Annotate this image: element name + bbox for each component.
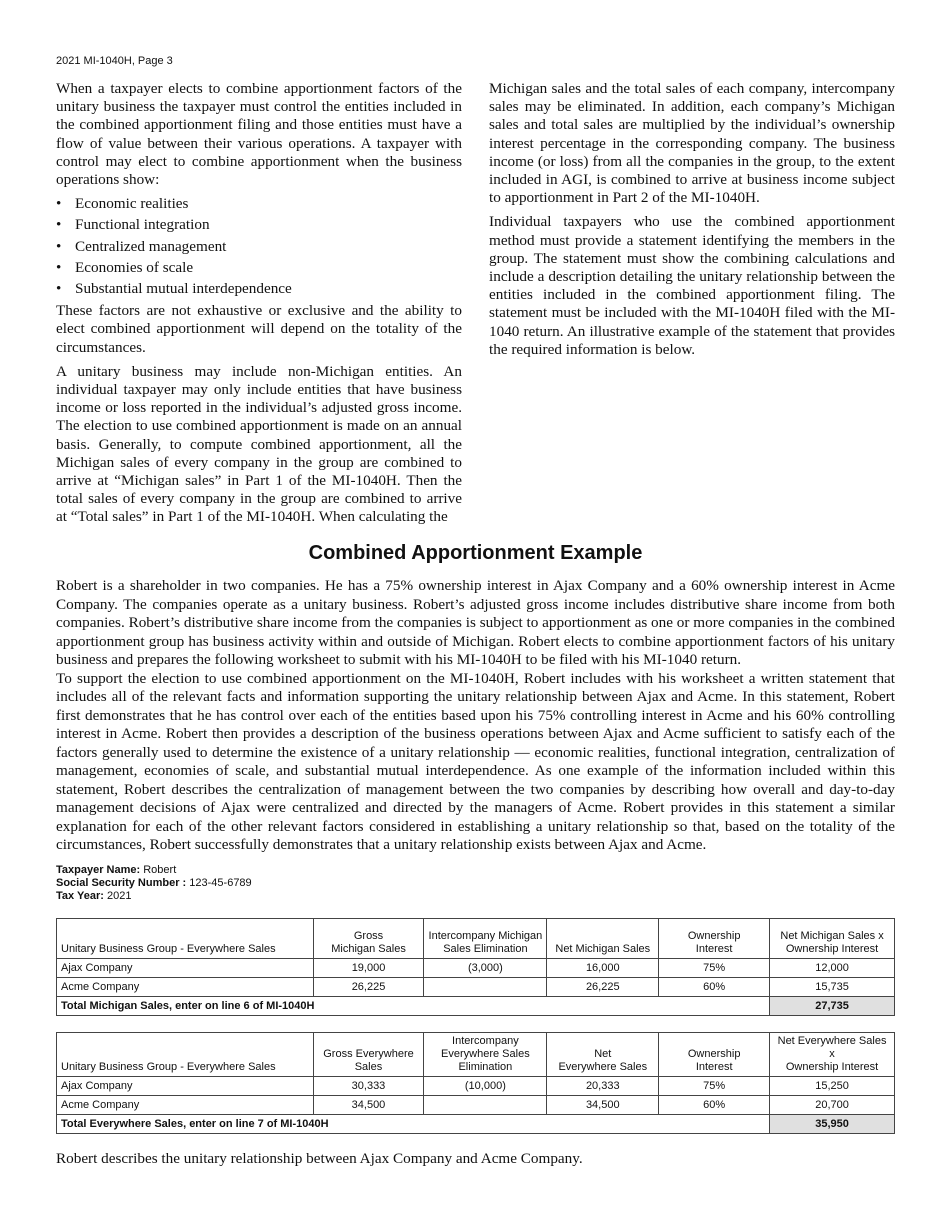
factor-item: • Centralized management	[56, 237, 227, 255]
bullet-icon: •	[56, 280, 62, 298]
factor-item: • Substantial mutual interdependence	[56, 280, 292, 298]
everywhere-sales-table	[56, 1032, 895, 1134]
left-column	[56, 80, 462, 533]
column-header: Intercompany Everywhere Sales Elimination	[424, 1033, 547, 1077]
total-row	[57, 1115, 895, 1134]
example-para-2: To support the election to use combined apportionment on the MI-1040H, Robert includes with his worksheet a written statement that includes all of the relevant facts and information supporting the unitary relationship between Ajax and Acme. In this statement, Robert first demonstrates that he has control over each of the entities based upon his 75% controlling interest in Acme and his 60% controlling interest in Acme. Robert then provides a description of the business operations between Ajax and Acme sufficient to satisfy each of the factors generally used to determine the existence of a unitary relationship — economic realities, functional integration, centralization of management, economies of scale, and substantial mutual interdependence. As one example of the information included within this statement, Robert describes the centralization of management between the two companies by describing how overall and day-to-day management decisions of Ajax were centralized and directed by the managers of Acme. Robert provides in this statement a similar explanation for each of the other relevant factors considered in establishing a unitary relationship so that, based on the totality of the circumstances, Robert successfully demonstrates that a unitary relationship exists between Ajax and Acme.	[56, 669, 895, 853]
table-row: Acme Company 34,500 34,500 60% 20,700	[57, 1096, 895, 1115]
column-header: Net Michigan Sales	[547, 919, 659, 959]
table-row: Ajax Company 30,333 (10,000) 20,333 75% 15,250	[57, 1077, 895, 1096]
bullet-icon: •	[56, 258, 62, 276]
intro-columns	[56, 80, 895, 533]
factor-item: • Economic realities	[56, 195, 189, 213]
tax-year-value: 2021	[106, 890, 132, 902]
total-value: 35,950	[770, 1115, 895, 1134]
example-para-1: Robert is a shareholder in two companies. He has a 75% ownership interest in Ajax Company and a 60% ownership interest in Acme Company. The companies operate as a unitary business. Robert’s adjusted gross income includes distributive share income from both companies. Robert’s distributive share income from the companies is subject to apportionment as one or more companies in the combined apportionment group has business activity within and outside of Michigan. Robert elects to combine apportionment factors of his unitary business and prepares the following worksheet to submit with his MI-1040H to be filed with his MI-1040 return.	[56, 577, 895, 668]
taxpayer-name-line: Taxpayer Name: Robert	[56, 864, 177, 876]
total-label: Total Michigan Sales, enter on line 6 of MI-1040H	[57, 997, 770, 1016]
left-para-3: A unitary business may include non-Michigan entities. An individual taxpayer may only include entities that have business income or loss reported in the individual’s adjusted gross income. The election to use combined apportionment is made on an annual basis. Generally, to compute combined apportionment, all the Michigan sales of every company in the group are combined to arrive at “Michigan sales” in Part 1 of the MI-1040H. Then the total sales of every company in the group are combined to arrive at “Total sales” in Part 1 of the MI-1040H. When calculating the	[56, 362, 462, 526]
table-header-row	[57, 1033, 895, 1077]
tax-year-line: Tax Year: 2021	[56, 890, 132, 902]
total-label: Total Everywhere Sales, enter on line 7 of MI-1040H	[57, 1115, 770, 1134]
column-header: Intercompany Michigan Sales Elimination	[424, 919, 547, 959]
taxpayer-name: Robert	[143, 864, 177, 876]
factor-list	[56, 195, 462, 298]
ssn-value: 123-45-6789	[189, 877, 252, 889]
column-header: Unitary Business Group - Everywhere Sales	[57, 919, 314, 959]
bullet-icon: •	[56, 195, 62, 213]
column-header: Net Everywhere Sales	[547, 1033, 659, 1077]
michigan-sales-table	[56, 918, 895, 1016]
right-para-2: Individual taxpayers who use the combined apportionment method must provide a statement identifying the members in the group. The statement must show the combining calculations and include a description detailing the unitary relationship between the entities included in the combined apportionment filing. The statement must be included with the MI-1040H filed with the MI-1040 return. An illustrative example of the statement that provides the required information is below.	[489, 213, 895, 358]
column-header: Unitary Business Group - Everywhere Sales	[57, 1033, 314, 1077]
column-header: Ownership Interest	[659, 1033, 770, 1077]
right-column	[489, 80, 895, 533]
page-header: 2021 MI-1040H, Page 3	[56, 55, 173, 67]
example-text	[56, 577, 895, 855]
factor-item: • Economies of scale	[56, 258, 194, 276]
left-para-2: These factors are not exhaustive or exclusive and the ability to elect combined apportionment will depend on the totality of the circumstances.	[56, 302, 462, 356]
total-row	[57, 997, 895, 1016]
column-header: Net Michigan Sales x Ownership Interest	[770, 919, 895, 959]
right-para-1: Michigan sales and the total sales of each company, intercompany sales may be eliminated. In addition, each company’s Michigan sales and total sales are multiplied by the individual’s ownership interest percentage in the corresponding company. The business income (or loss) from all the companies in the group, to the extent included in AGI, is combined to arrive at business income subject to apportionment in Part 2 of the MI-1040H.	[489, 80, 895, 207]
total-value: 27,735	[770, 997, 895, 1016]
table-header-row	[57, 919, 895, 959]
taxpayer-info	[56, 864, 252, 903]
ssn-line: Social Security Number : 123-45-6789	[56, 877, 252, 889]
left-para-1: When a taxpayer elects to combine apportionment factors of the unitary business the taxpayer must control the entities included in the combined apportionment filing and those entities must have a flow of value between their various operations. A taxpayer with control may elect to combine apportionment when the business operations show:	[56, 80, 462, 189]
closing-sentence: Robert describes the unitary relationship between Ajax Company and Acme Company.	[56, 1150, 583, 1167]
table-row: Ajax Company 19,000 (3,000) 16,000 75% 12,000	[57, 959, 895, 978]
section-title: Combined Apportionment Example	[308, 542, 643, 564]
bullet-icon: •	[56, 216, 62, 234]
column-header: Ownership Interest	[659, 919, 770, 959]
table-row: Acme Company 26,225 26,225 60% 15,735	[57, 978, 895, 997]
factor-item: • Functional integration	[56, 216, 210, 234]
bullet-icon: •	[56, 237, 62, 255]
column-header: Gross Everywhere Sales	[313, 1033, 424, 1077]
column-header: Net Everywhere Sales x Ownership Interest	[770, 1033, 895, 1077]
column-header: Gross Michigan Sales	[313, 919, 424, 959]
